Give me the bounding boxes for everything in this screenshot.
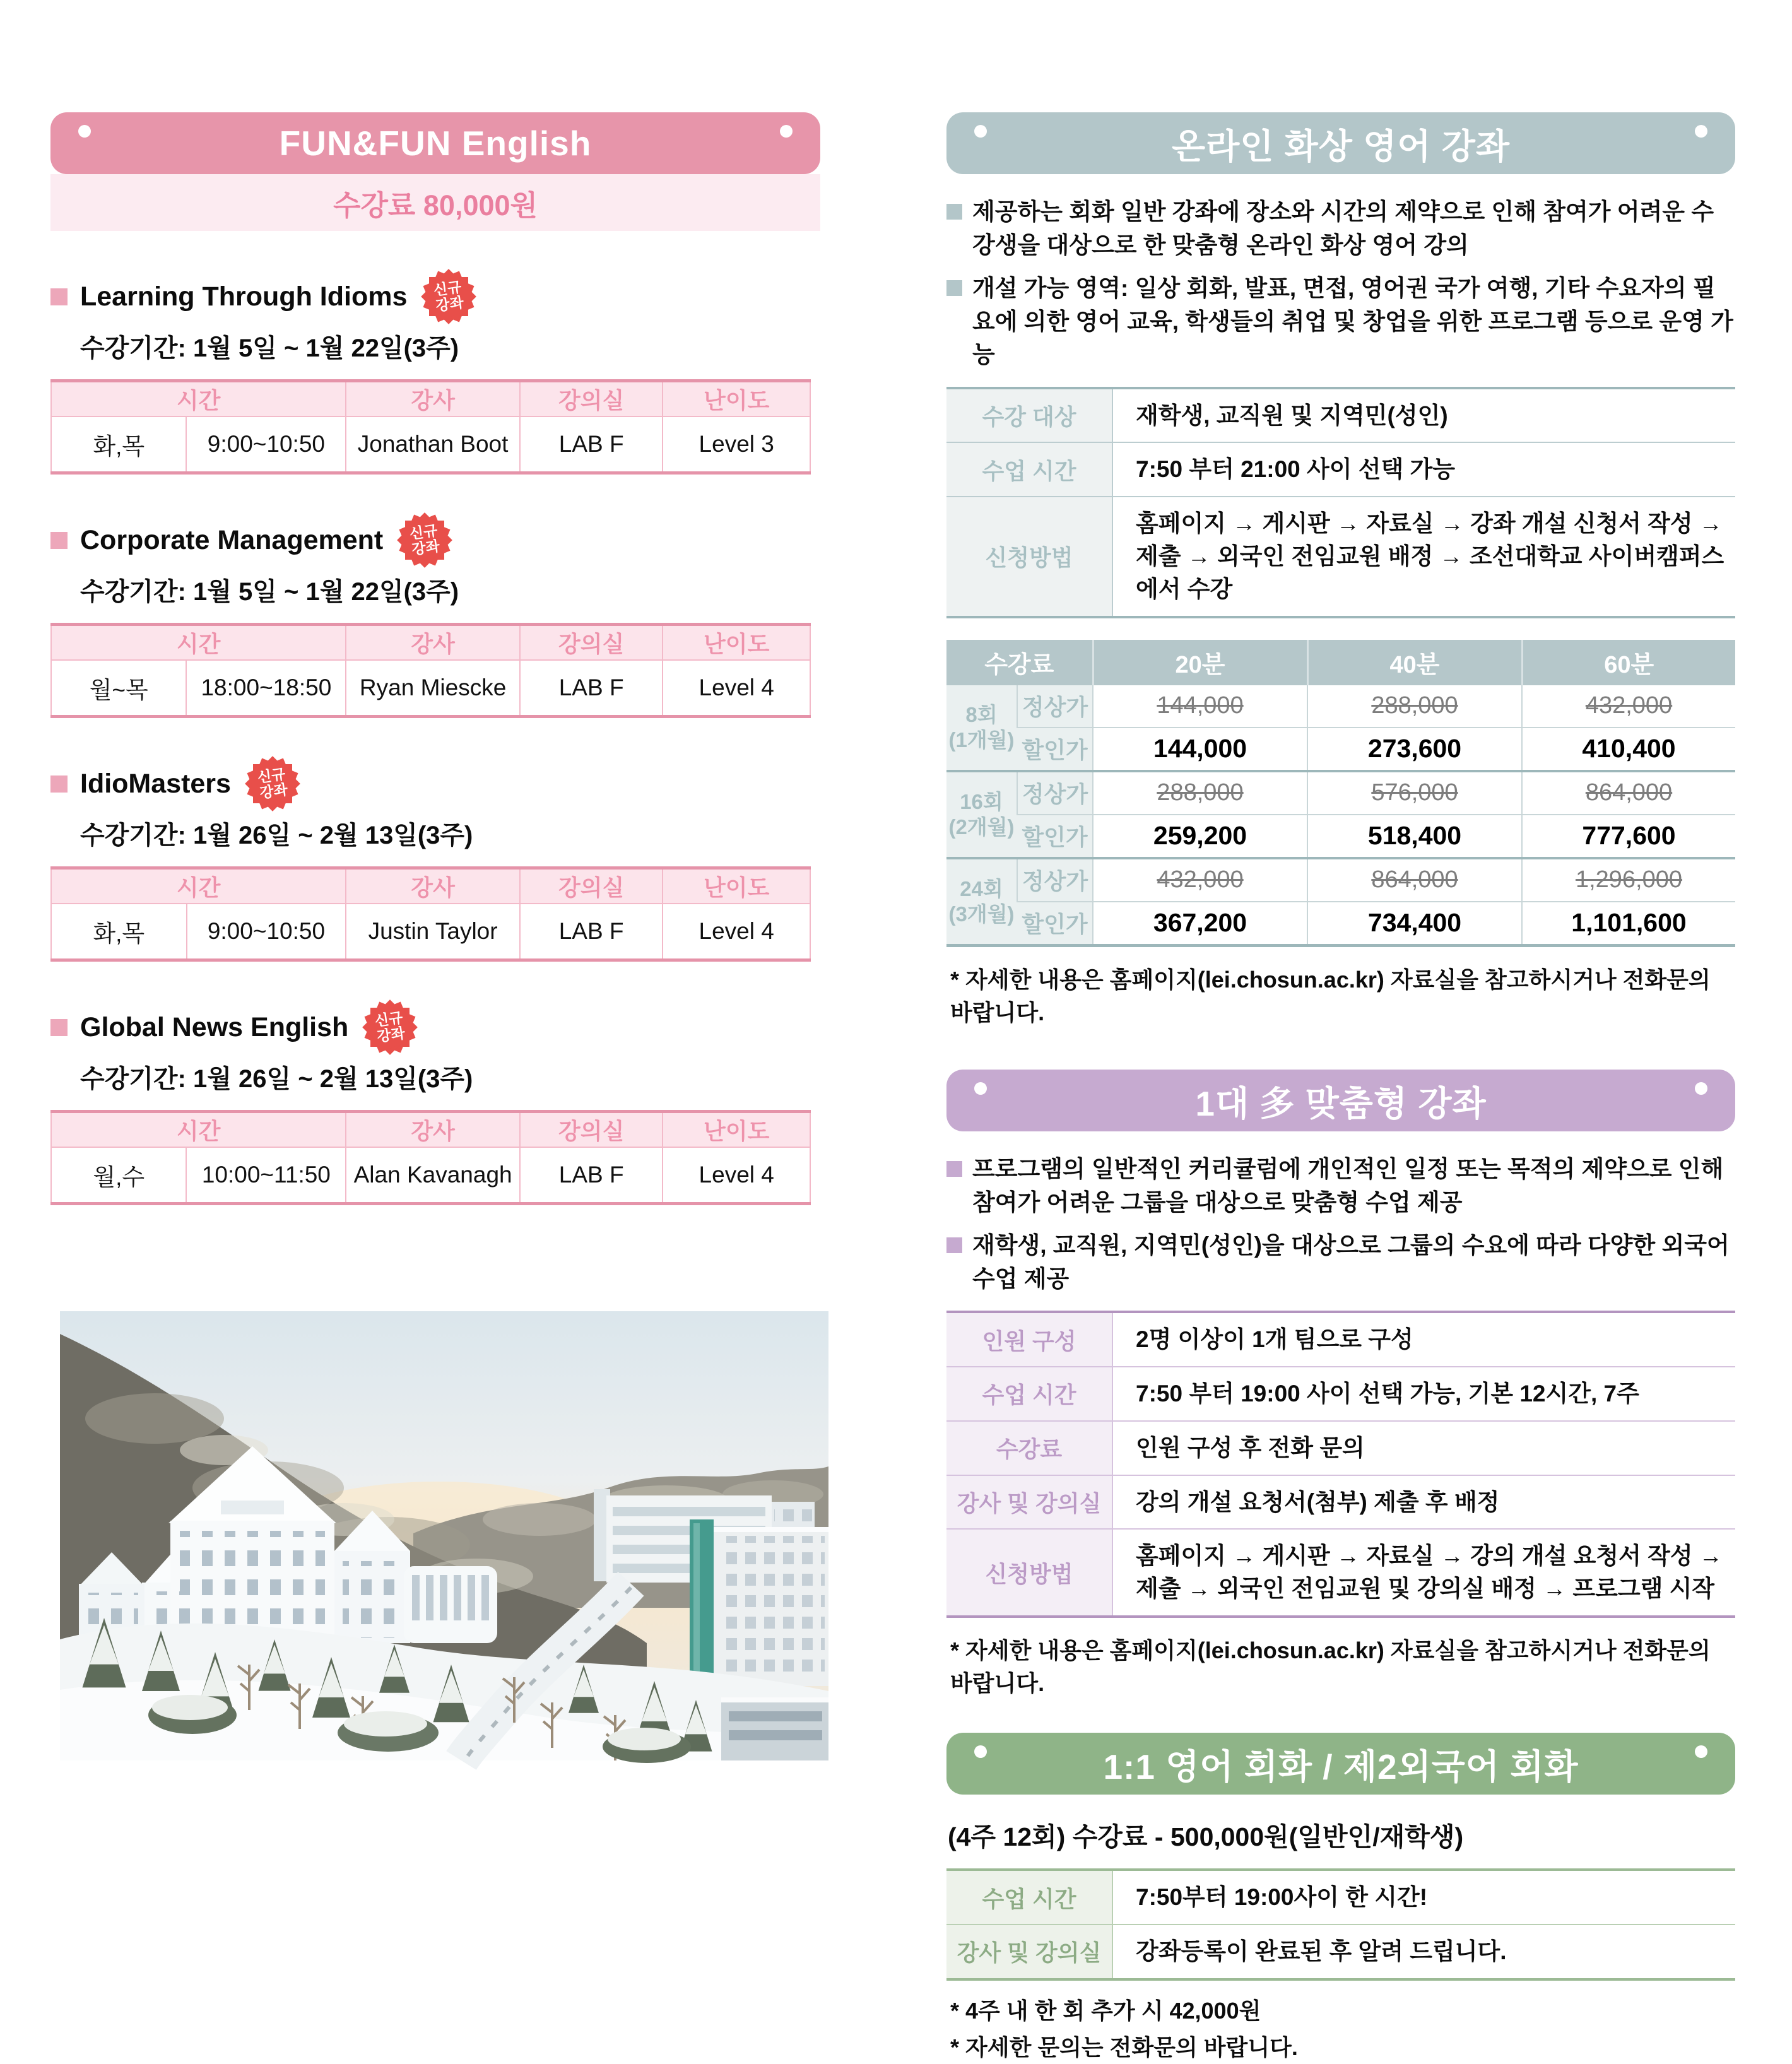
course-section: [50, 268, 820, 475]
new-course-badge-label: [240, 751, 305, 817]
online-footnote: * 자세한 내용은 홈페이지(lei.chosun.ac.kr) 자료실을 참고하시거나 전화문의 바랍니다.: [950, 966, 1711, 1025]
row-label: 강사 및 강의실: [946, 1925, 1112, 1979]
online-info-table: [946, 387, 1735, 618]
banner-dot-icon: [1695, 1082, 1707, 1095]
banner-dot-icon: [780, 125, 793, 138]
table-row: [946, 1870, 1735, 1925]
badge-line: 강좌: [376, 1024, 406, 1045]
campus-photo: [60, 1311, 828, 1760]
row-label: 인원 구성: [946, 1312, 1112, 1367]
course-head: [50, 268, 820, 326]
cell-instructor: Justin Taylor: [346, 904, 520, 960]
row-label: 수업 시간: [946, 1367, 1112, 1421]
row-label: 수업 시간: [946, 1870, 1112, 1925]
fee-band: [50, 174, 820, 231]
funfun-banner: [50, 112, 820, 174]
row-value: 강의 개설 요청서(첨부) 제출 후 배정: [1112, 1475, 1735, 1530]
row-value: 재학생, 교직원 및 지역민(성인): [1136, 402, 1448, 428]
row-value: 7:50부터 19:00사이 한 시간!: [1136, 1884, 1428, 1911]
custom-bullets: [946, 1153, 1735, 1295]
badge-line: 신규: [256, 765, 286, 786]
badge-line: 강좌: [258, 781, 289, 801]
price-normal: 864,000: [1522, 771, 1735, 815]
cell-days: 화,목: [51, 416, 186, 473]
course-head: [50, 755, 820, 813]
cell-days: 월~목: [51, 660, 186, 717]
row-label: 강사 및 강의실: [946, 1475, 1112, 1530]
fee-note: 수강료 80,000원: [333, 189, 538, 221]
group-months: (2개월): [948, 815, 1015, 839]
price-normal: 144,000: [1093, 685, 1307, 728]
table-row: [946, 1367, 1735, 1421]
course-title: IdioMasters: [80, 768, 231, 799]
price-discount: 259,200: [1093, 815, 1307, 858]
price-discount: 518,400: [1307, 815, 1522, 858]
price-discount: 273,600: [1307, 728, 1522, 771]
price-discount: 1,101,600: [1522, 902, 1735, 946]
table-row: [946, 771, 1735, 815]
custom-footnote: * 자세한 내용은 홈페이지(lei.chosun.ac.kr) 자료실을 참고하시거나 전화문의 바랍니다.: [950, 1637, 1711, 1697]
new-course-badge: [361, 998, 419, 1056]
col-header-instructor: 강사: [346, 1112, 520, 1148]
row-value: 홈페이지 → 게시판 → 자료실 → 강좌 개설 신청서 작성 → 제출 → 외국인 전임교원 배정 → 조선대학교 사이버캠퍼스에서 수강: [1112, 497, 1735, 616]
col-header-level: 난이도: [663, 381, 810, 417]
course-period: 수강기간: 1월 5일 ~ 1월 22일(3주): [80, 578, 459, 606]
course-section: [50, 998, 820, 1205]
price-discount: 777,600: [1522, 815, 1735, 858]
one-to-one-info-table: [946, 1868, 1735, 1981]
course-head: [50, 998, 820, 1056]
price-row-label: 할인가: [1017, 902, 1093, 946]
table-row: [946, 1529, 1735, 1617]
bullet-square-icon: [50, 288, 68, 305]
price-discount: 144,000: [1093, 728, 1307, 771]
table-row: [946, 1475, 1735, 1530]
cell-instructor: Jonathan Boot: [346, 416, 520, 473]
badge-line: 신규: [408, 522, 439, 543]
group-months: (1개월): [948, 728, 1015, 752]
cell-instructor: Alan Kavanagh: [346, 1147, 520, 1204]
table-row: [946, 1312, 1735, 1367]
price-normal: 432,000: [1093, 858, 1307, 902]
course-table: [50, 379, 811, 475]
row-value: 7:50 부터 21:00 사이 선택 가능: [1112, 442, 1735, 497]
table-row: [946, 902, 1735, 946]
price-row-label: 정상가: [1017, 858, 1093, 902]
group-sessions: 16회: [960, 790, 1003, 814]
banner-dot-icon: [78, 125, 91, 138]
table-row: [946, 640, 1735, 685]
online-banner: [946, 112, 1735, 174]
price-group-label: [946, 858, 1017, 946]
cell-level: Level 3: [663, 416, 810, 473]
course-table: [50, 1110, 811, 1205]
one-to-one-banner: [946, 1733, 1735, 1795]
custom-banner-title: 1대 多 맞춤형 강좌: [1195, 1083, 1487, 1123]
col-header-instructor: 강사: [346, 381, 520, 417]
course-period: 수강기간: 1월 26일 ~ 2월 13일(3주): [80, 822, 473, 849]
list-item: [946, 1153, 1735, 1219]
price-discount: 410,400: [1522, 728, 1735, 771]
price-col-header: 수강료: [946, 640, 1093, 685]
badge-line: 강좌: [411, 537, 441, 558]
table-row: [946, 728, 1735, 771]
banner-dot-icon: [1695, 125, 1707, 138]
course-title: Corporate Management: [80, 524, 384, 555]
new-course-badge-label: [416, 264, 481, 329]
col-header-room: 강의실: [520, 868, 663, 904]
table-row: [946, 497, 1735, 616]
bullet-square-icon: [946, 204, 962, 220]
one-to-one-banner-title: 1:1 영어 회화 / 제2외국어 회화: [1103, 1747, 1579, 1786]
course-head: [50, 511, 820, 569]
badge-line: 강좌: [435, 293, 465, 314]
price-normal: 1,296,000: [1522, 858, 1735, 902]
list-item: [946, 196, 1735, 262]
col-header-time: 시간: [51, 381, 346, 417]
table-row: [946, 388, 1735, 443]
one-to-one-subtitle: (4주 12회) 수강료 - 500,000원(일반인/재학생): [948, 1822, 1464, 1852]
col-header-level: 난이도: [663, 868, 810, 904]
price-discount: 367,200: [1093, 902, 1307, 946]
cell-days: 월,수: [51, 1147, 186, 1204]
new-course-badge-label: [357, 994, 423, 1060]
bullet-square-icon: [946, 1161, 962, 1177]
row-label: 수강 대상: [946, 388, 1112, 443]
left-column: [50, 0, 820, 1205]
price-group-label: [946, 685, 1017, 771]
cell-time: 9:00~10:50: [187, 904, 346, 960]
banner-dot-icon: [974, 1082, 987, 1095]
price-normal: 288,000: [1093, 771, 1307, 815]
col-header-time: 시간: [51, 1112, 346, 1148]
bullet-square-icon: [946, 1237, 962, 1253]
new-course-badge-label: [392, 507, 457, 573]
col-header-room: 강의실: [520, 625, 663, 661]
col-header-room: 강의실: [520, 1112, 663, 1148]
col-header-time: 시간: [51, 868, 346, 904]
price-normal: 576,000: [1307, 771, 1522, 815]
bullet-square-icon: [50, 532, 68, 549]
bullet-text: 재학생, 교직원, 지역민(성인)을 대상으로 그룹의 수요에 따라 다양한 외국어 수업 제공: [972, 1232, 1730, 1292]
row-value: 홈페이지 → 게시판 → 자료실 → 강의 개설 요청서 작성 → 제출 → 외국인 전임교원 및 강의실 배정 → 프로그램 시작: [1112, 1529, 1735, 1617]
cell-days: 화,목: [51, 904, 187, 960]
cell-room: LAB F: [520, 660, 663, 717]
course-table: [50, 866, 811, 962]
price-row-label: 정상가: [1017, 685, 1093, 728]
right-column: [946, 0, 1735, 2064]
campus-photo-illustration: [60, 1311, 828, 1760]
custom-info-table: [946, 1311, 1735, 1618]
table-row: [946, 685, 1735, 728]
cell-time: 9:00~10:50: [186, 416, 346, 473]
one-to-one-footnote: * 자세한 문의는 전화문의 바랍니다.: [950, 2034, 1298, 2061]
online-bullets: [946, 196, 1735, 372]
bullet-square-icon: [946, 280, 962, 296]
price-row-label: 할인가: [1017, 815, 1093, 858]
row-label: 신청방법: [946, 497, 1112, 616]
course-title: Global News English: [80, 1011, 349, 1042]
one-to-one-footnote: * 4주 내 한 회 추가 시 42,000원: [950, 1997, 1261, 2024]
group-months: (3개월): [948, 902, 1015, 926]
bullet-text: 제공하는 회화 일반 강좌에 장소와 시간의 제약으로 인해 참여가 어려운 수강생을 대상으로 한 맞춤형 온라인 화상 영어 강의: [972, 199, 1714, 258]
course-period: 수강기간: 1월 5일 ~ 1월 22일(3주): [80, 334, 459, 362]
cell-room: LAB F: [520, 1147, 663, 1204]
row-value: 2명 이상이 1개 팀으로 구성: [1136, 1326, 1413, 1353]
col-header-instructor: 강사: [346, 868, 520, 904]
course-title: Learning Through Idioms: [80, 281, 408, 312]
custom-banner: [946, 1070, 1735, 1131]
price-normal: 864,000: [1307, 858, 1522, 902]
bullet-text: 프로그램의 일반적인 커리큘럼에 개인적인 일정 또는 목적의 제약으로 인해 참여가 어려운 그룹을 대상으로 맞춤형 수업 제공: [972, 1156, 1724, 1215]
col-header-room: 강의실: [520, 381, 663, 417]
banner-dot-icon: [974, 1745, 987, 1758]
row-label: 신청방법: [946, 1529, 1112, 1617]
col-header-time: 시간: [51, 625, 346, 661]
price-normal: 288,000: [1307, 685, 1522, 728]
new-course-badge: [420, 268, 478, 326]
new-course-badge: [396, 511, 454, 569]
row-label: 수강료: [946, 1421, 1112, 1475]
cell-level: Level 4: [663, 1147, 810, 1204]
price-normal: 432,000: [1522, 685, 1735, 728]
list-item: [946, 1229, 1735, 1295]
row-value: 7:50 부터 19:00 사이 선택 가능, 기본 12시간, 7주: [1112, 1367, 1735, 1421]
table-row: [51, 416, 810, 473]
col-header-level: 난이도: [663, 625, 810, 661]
list-item: [946, 272, 1735, 372]
row-label: 수업 시간: [946, 442, 1112, 497]
price-group-label: [946, 771, 1017, 858]
cell-room: LAB F: [520, 416, 663, 473]
price-row-label: 할인가: [1017, 728, 1093, 771]
cell-instructor: Ryan Miescke: [346, 660, 520, 717]
badge-line: 신규: [374, 1009, 404, 1030]
table-row: [946, 442, 1735, 497]
row-value: 강좌등록이 완료된 후 알려 드립니다.: [1112, 1925, 1735, 1979]
bullet-square-icon: [50, 1019, 68, 1036]
col-header-level: 난이도: [663, 1112, 810, 1148]
funfun-banner-title: FUN&FUN English: [279, 124, 592, 163]
table-row: [51, 1147, 810, 1204]
course-section: [50, 755, 820, 962]
cell-time: 10:00~11:50: [186, 1147, 346, 1204]
price-row-label: 정상가: [1017, 771, 1093, 815]
table-row: [946, 815, 1735, 858]
price-discount: 734,400: [1307, 902, 1522, 946]
table-row: [51, 660, 810, 717]
new-course-badge: [244, 755, 302, 813]
table-row: [946, 1925, 1735, 1979]
row-value: 인원 구성 후 전화 문의: [1112, 1421, 1735, 1475]
bullet-text: 개설 가능 영역: 일상 회화, 발표, 면접, 영어권 국가 여행, 기타 수요자의 필요에 의한 영어 교육, 학생들의 취업 및 창업을 위한 프로그램 등으로 운영 가능: [972, 275, 1733, 368]
cell-level: Level 4: [663, 904, 810, 960]
price-col-header: 40분: [1307, 640, 1522, 685]
cell-time: 18:00~18:50: [186, 660, 346, 717]
col-header-instructor: 강사: [346, 625, 520, 661]
badge-line: 신규: [432, 278, 463, 299]
price-col-header: 20분: [1093, 640, 1307, 685]
group-sessions: 24회: [960, 877, 1003, 901]
cell-room: LAB F: [520, 904, 663, 960]
table-row: [51, 904, 810, 960]
group-sessions: 8회: [965, 703, 998, 727]
price-table: [946, 640, 1735, 947]
price-col-header: 60분: [1522, 640, 1735, 685]
banner-dot-icon: [974, 125, 987, 138]
online-banner-title: 온라인 화상 영어 강좌: [1171, 126, 1510, 166]
table-row: [946, 1421, 1735, 1475]
course-section: [50, 511, 820, 718]
bullet-square-icon: [50, 775, 68, 793]
course-table: [50, 623, 811, 718]
cell-level: Level 4: [663, 660, 810, 717]
course-period: 수강기간: 1월 26일 ~ 2월 13일(3주): [80, 1065, 473, 1093]
banner-dot-icon: [1695, 1745, 1707, 1758]
table-row: [946, 858, 1735, 902]
